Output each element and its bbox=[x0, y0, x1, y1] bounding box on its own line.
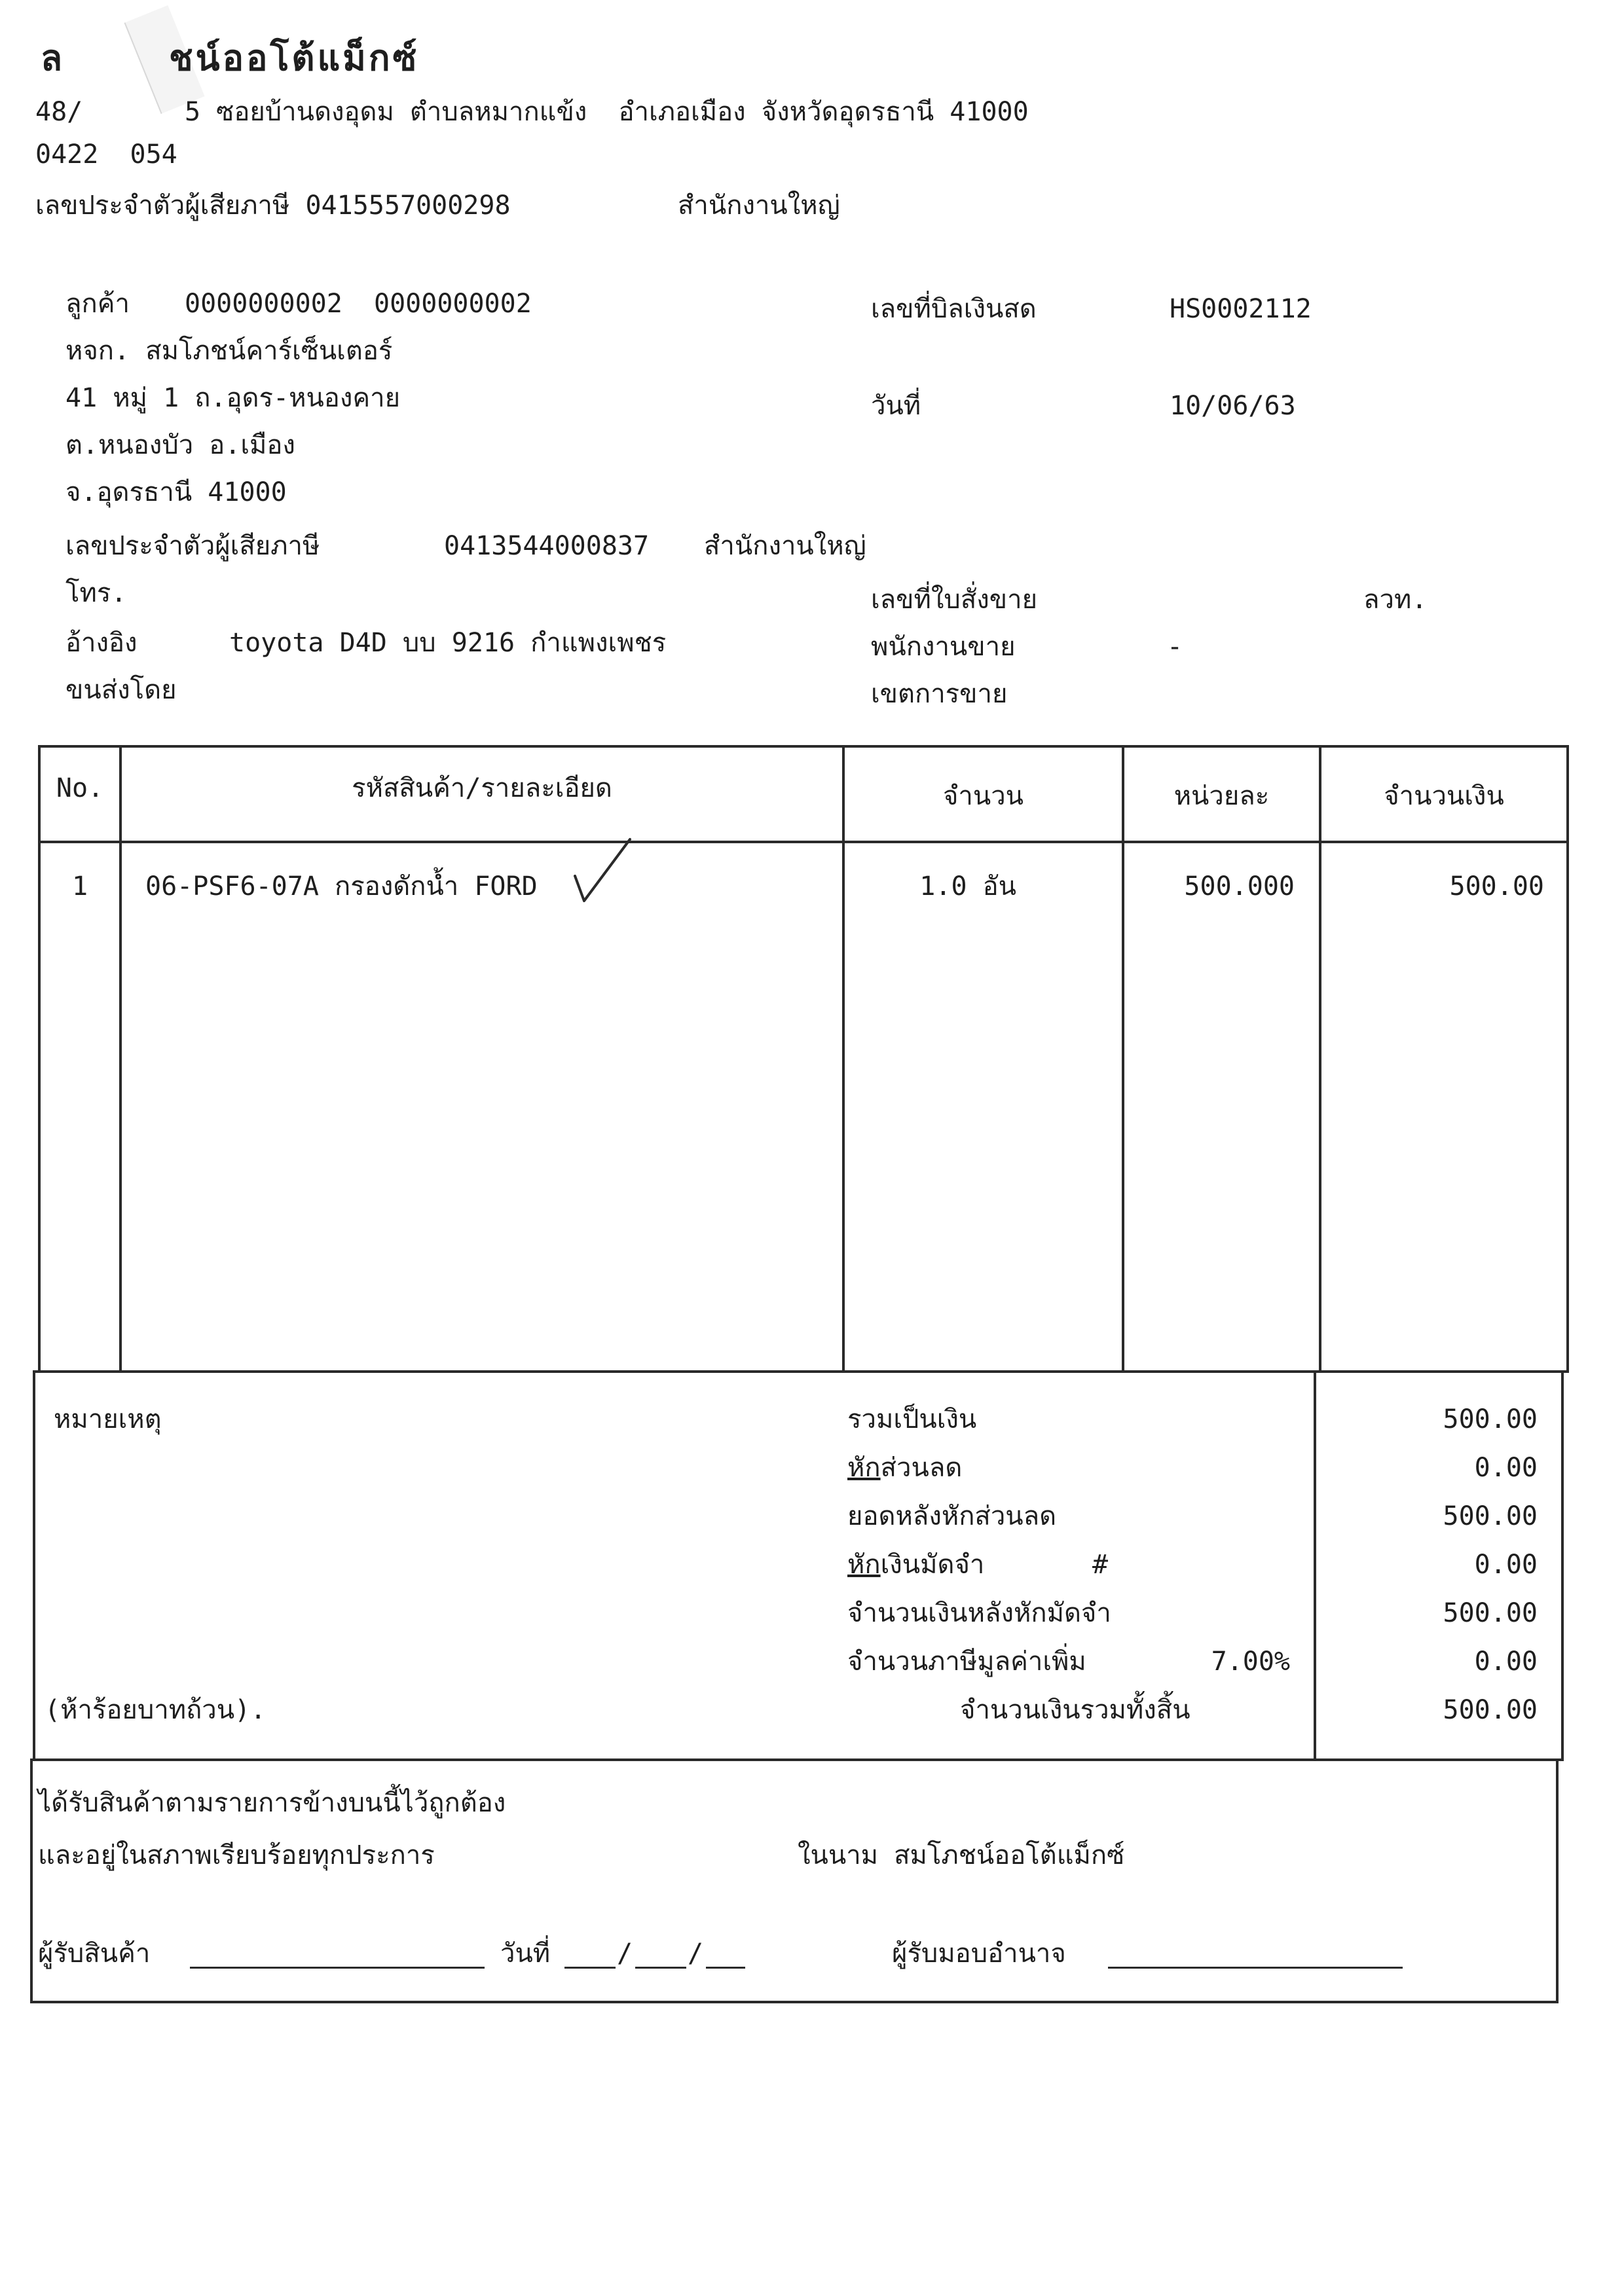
customer-address-3: จ.อุดรธานี 41000 bbox=[65, 477, 287, 507]
row-description: 06-PSF6-07A กรองดักน้ำ FORD bbox=[145, 871, 538, 902]
vat-rate: 7.00% bbox=[1211, 1647, 1290, 1677]
deposit-hash: # bbox=[1092, 1550, 1109, 1580]
date-month-blank bbox=[635, 1967, 686, 1969]
checkmark-icon bbox=[570, 835, 635, 907]
customer-code: 0000000002 0000000002 bbox=[185, 289, 532, 319]
table-header-divider bbox=[38, 841, 1569, 843]
table-column-divider bbox=[1122, 745, 1124, 1373]
customer-tax-id: 0413544000837 bbox=[444, 531, 650, 561]
deposit-value: 0.00 bbox=[1474, 1550, 1538, 1580]
received-line-1: ได้รับสินค้าตามรายการข้างบนนี้ไว้ถูกต้อง bbox=[38, 1788, 506, 1818]
col-header-amount: จำนวนเงิน bbox=[1384, 781, 1504, 811]
sales-area-label: เขตการขาย bbox=[871, 679, 1008, 709]
receiver-signature-line bbox=[190, 1967, 485, 1969]
date-separator: / bbox=[617, 1939, 633, 1969]
customer-label: ลูกค้า bbox=[65, 289, 130, 319]
row-quantity: 1.0 อัน bbox=[919, 871, 1016, 902]
date-day-blank bbox=[564, 1967, 616, 1969]
table-column-divider bbox=[842, 745, 845, 1373]
reference-label: อ้างอิง bbox=[65, 628, 138, 658]
reference-value: toyota D4D บบ 9216 กำแพงเพชร bbox=[229, 628, 667, 658]
company-name-partial-left: ล bbox=[41, 37, 65, 79]
customer-branch: สำนักงานใหญ่ bbox=[704, 531, 866, 561]
discount-label-line bbox=[847, 1452, 962, 1484]
items-table bbox=[38, 745, 1569, 1373]
company-branch: สำนักงานใหญ่ bbox=[678, 191, 840, 221]
company-tax-id: เลขประจำตัวผู้เสียภาษี 0415557000298 bbox=[35, 191, 511, 221]
summary-column-divider bbox=[1314, 1370, 1316, 1761]
discount-value: 0.00 bbox=[1474, 1453, 1538, 1483]
row-no: 1 bbox=[71, 871, 88, 902]
table-column-divider bbox=[119, 745, 122, 1373]
date-separator: / bbox=[688, 1939, 704, 1969]
company-address: 5 ซอยบ้านดงอุดม ตำบลหมากแข้ง อำเภอเมือง จังหวัดอุดรธานี 41000 bbox=[185, 97, 1029, 127]
deposit-label-line bbox=[847, 1549, 984, 1580]
row-unit-price: 500.000 bbox=[1184, 871, 1295, 902]
col-header-unit-price: หน่วยละ bbox=[1173, 781, 1270, 811]
receive-date-label: วันที่ bbox=[500, 1939, 551, 1969]
authorized-signature-line bbox=[1108, 1967, 1403, 1969]
authorized-label: ผู้รับมอบอำนาจ bbox=[892, 1939, 1066, 1969]
receiver-label: ผู้รับสินค้า bbox=[38, 1939, 151, 1969]
on-behalf-of: ในนาม สมโภชน์ออโต้แม็กซ์ bbox=[798, 1840, 1125, 1870]
table-column-divider bbox=[1319, 745, 1321, 1373]
after-deposit-value: 500.00 bbox=[1443, 1598, 1538, 1628]
customer-address-2: ต.หนองบัว อ.เมือง bbox=[65, 430, 295, 460]
total-label: รวมเป็นเงิน bbox=[847, 1404, 977, 1434]
bill-no-label: เลขที่บิลเงินสด bbox=[871, 294, 1037, 324]
sales-order-value: ลวท. bbox=[1363, 585, 1428, 615]
total-value: 500.00 bbox=[1443, 1404, 1538, 1434]
company-name-partial-right: ชน์ออโต้แม็กซ์ bbox=[169, 37, 420, 79]
shipping-label: ขนส่งโดย bbox=[65, 675, 177, 705]
salesman-label: พนักงานขาย bbox=[871, 632, 1016, 662]
company-address-prefix: 48/ bbox=[35, 97, 83, 127]
after-deposit-label: จำนวนเงินหลังหักมัดจำ bbox=[847, 1598, 1111, 1628]
grand-total-value: 500.00 bbox=[1443, 1695, 1538, 1725]
company-phone: 0422 054 bbox=[35, 139, 177, 170]
after-discount-label: ยอดหลังหักส่วนลด bbox=[847, 1501, 1057, 1531]
amount-in-words: (ห้าร้อยบาทถ้วน). bbox=[45, 1695, 267, 1725]
customer-address-1: 41 หมู่ 1 ถ.อุดร-หนองคาย bbox=[65, 383, 401, 413]
discount-prefix: หัก bbox=[847, 1453, 881, 1483]
customer-name: หจก. สมโภชน์คาร์เซ็นเตอร์ bbox=[65, 336, 393, 366]
row-amount: 500.00 bbox=[1449, 871, 1544, 902]
deposit-label: เงินมัดจำ bbox=[880, 1550, 985, 1580]
after-discount-value: 500.00 bbox=[1443, 1501, 1538, 1531]
received-line-2: และอยู่ในสภาพเรียบร้อยทุกประการ bbox=[38, 1840, 435, 1870]
col-header-no: No. bbox=[56, 773, 104, 803]
grand-total-label: จำนวนเงินรวมทั้งสิ้น bbox=[960, 1695, 1190, 1725]
col-header-quantity: จำนวน bbox=[942, 781, 1024, 811]
date-year-blank bbox=[706, 1967, 745, 1969]
bill-no: HS0002112 bbox=[1170, 294, 1312, 324]
bill-date: 10/06/63 bbox=[1170, 391, 1296, 421]
salesman-value: - bbox=[1167, 632, 1183, 662]
discount-label: ส่วนลด bbox=[880, 1453, 963, 1483]
vat-label: จำนวนภาษีมูลค่าเพิ่ม bbox=[847, 1647, 1086, 1677]
deposit-prefix: หัก bbox=[847, 1550, 881, 1580]
customer-phone-label: โทร. bbox=[65, 578, 127, 608]
vat-value: 0.00 bbox=[1474, 1647, 1538, 1677]
remark-label: หมายเหตุ bbox=[54, 1404, 162, 1434]
customer-tax-label: เลขประจำตัวผู้เสียภาษี bbox=[65, 531, 320, 561]
col-header-description: รหัสสินค้า/รายละเอียด bbox=[352, 773, 612, 803]
sales-order-label: เลขที่ใบสั่งขาย bbox=[871, 585, 1038, 615]
bill-date-label: วันที่ bbox=[871, 391, 921, 421]
